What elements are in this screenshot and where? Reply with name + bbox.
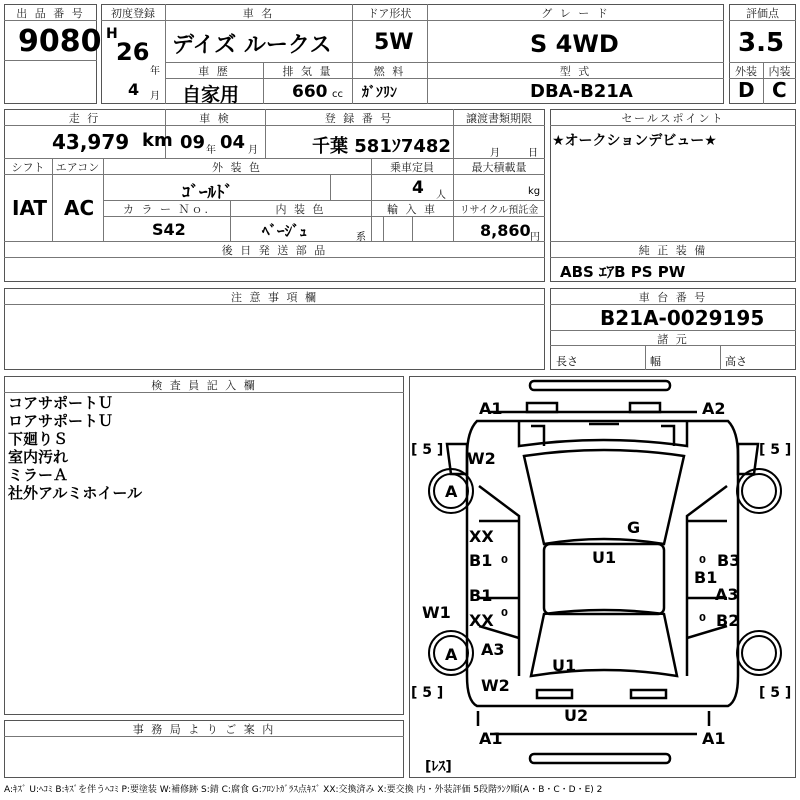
- ac: AC: [64, 196, 95, 220]
- diag-w1: W1: [422, 603, 451, 622]
- specs-caption: 諸 元: [657, 333, 689, 346]
- recycle-unit: 円: [530, 232, 540, 243]
- shift: IAT: [12, 196, 48, 220]
- ac-caption: エアコン: [55, 161, 100, 174]
- equipment: ABS ｴｱB PS PW: [560, 263, 686, 281]
- tire-a-bottom: A: [445, 645, 458, 664]
- diag-xx-bottom: XX: [469, 611, 494, 630]
- zero-mark: 0: [699, 613, 706, 624]
- spare-tire: [ﾚｽ]: [425, 759, 452, 775]
- lot-caption: 出 品 番 号: [16, 7, 85, 20]
- chassis-number: B21A-0029195: [600, 306, 765, 330]
- interior-grade: C: [772, 78, 787, 102]
- shift-caption: シフト: [11, 161, 45, 174]
- intcolor-caption: 内 装 色: [275, 203, 326, 216]
- diag-b1-left2: B1: [469, 586, 493, 605]
- import-caption: 輸 入 車: [387, 203, 437, 216]
- load-caption: 最大積載量: [471, 161, 527, 174]
- capacity: 4: [412, 178, 424, 198]
- interior-caption: 内装: [768, 65, 791, 78]
- equip-caption: 純 正 装 備: [638, 244, 708, 257]
- zero-mark: 0: [501, 608, 508, 619]
- transfer-month: 月: [490, 148, 500, 159]
- mileage-unit: km: [142, 130, 173, 151]
- inspection-year-unit: 年: [206, 145, 216, 156]
- tire-a-top: A: [445, 482, 458, 501]
- tire-rating-tr: [ 5 ]: [759, 442, 792, 458]
- car-name: デイズ ルークス: [172, 33, 332, 58]
- capacity-unit: 人: [436, 190, 446, 201]
- diag-tr: A2: [702, 399, 726, 418]
- month-unit: 月: [150, 91, 160, 102]
- diag-b1-left: B1: [469, 551, 493, 570]
- recycle-caption: リサイクル預託金: [459, 205, 539, 216]
- exterior-grade: D: [738, 78, 755, 102]
- color-number: S42: [152, 220, 186, 239]
- load-unit: kg: [528, 186, 541, 197]
- caution-caption: 注 意 事 項 欄: [231, 291, 318, 304]
- grade: S 4WD: [530, 30, 619, 58]
- exterior-caption: 外装: [735, 65, 757, 78]
- history: 自家用: [182, 84, 240, 106]
- zero-mark: 0: [699, 555, 706, 566]
- lot-number: 9080: [18, 24, 102, 59]
- score: 3.5: [738, 28, 785, 58]
- sales-point: ★オークションデビュー★: [552, 133, 717, 149]
- inspector-notes: [8, 394, 398, 502]
- transfer-day: 日: [528, 148, 538, 159]
- colorno-caption: カ ラ ー Ｎｏ.: [123, 203, 210, 216]
- car-name-caption: 車 名: [242, 7, 275, 20]
- inspector-note: 社外アルミホイール: [8, 484, 143, 502]
- diag-b3: B3: [717, 551, 741, 570]
- inspection-caption: 車 検: [199, 112, 231, 125]
- fuel-caption: 燃 料: [373, 65, 406, 78]
- tire-rating-br: [ 5 ]: [759, 685, 792, 701]
- interior-color: ﾍﾞｰｼﾞｭ: [262, 222, 308, 240]
- intcolor-unit: 系: [356, 232, 366, 243]
- fuel: ｶﾞｿﾘﾝ: [362, 85, 397, 101]
- recycle-fee: 8,860: [480, 221, 531, 240]
- diag-br: A1: [702, 729, 726, 748]
- inspection-month-unit: 月: [248, 145, 258, 156]
- displacement-caption: 排 気 量: [282, 65, 333, 78]
- car-diagram: [409, 376, 796, 778]
- diag-a3-left: A3: [481, 640, 505, 659]
- transfer-caption: 譲渡書類期限: [466, 112, 532, 125]
- model: DBA-B21A: [530, 81, 633, 102]
- diag-u1-bottom: U1: [552, 656, 577, 675]
- spec-width: 幅: [650, 355, 661, 368]
- mileage: 43,979: [52, 130, 130, 154]
- inspector-note: 室内汚れ: [8, 448, 69, 466]
- legend-footer: A:ｷｽﾞ U:ﾍｺﾐ B:ｷｽﾞを伴うﾍｺﾐ P:要塗装 W:補修跡 S:錆 C:腐食 G:ﾌﾛﾝﾄｶﾞﾗｽ点ｷｽﾞ XX:交換済み X:要交換 内・外装評価 5段階ﾗﾝｸ順(A・B・C・D・E) 2: [4, 785, 603, 795]
- inspector-note: コアサポートＵ: [8, 394, 114, 412]
- diag-b1-right: B1: [694, 568, 718, 587]
- zero-mark: 0: [501, 555, 508, 566]
- first-reg-month: 4: [128, 80, 140, 99]
- mileage-caption: 走 行: [68, 112, 101, 125]
- inspector-caption: 検 査 員 記 入 欄: [151, 379, 257, 392]
- model-caption: 型 式: [559, 65, 592, 78]
- sales-caption: セールスポイント: [621, 112, 725, 125]
- year-unit: 年: [150, 66, 160, 77]
- inspector-note: ロアサポートＵ: [8, 412, 114, 430]
- score-caption: 評価点: [746, 7, 779, 20]
- later-parts-caption: 後 日 発 送 部 品: [221, 244, 328, 257]
- inspector-note: 下廻りＳ: [8, 430, 69, 448]
- inspection-month: 04: [220, 132, 246, 153]
- diag-u1-center: U1: [592, 548, 617, 567]
- inspector-note: ミラーＡ: [8, 466, 69, 484]
- history-caption: 車 歴: [198, 65, 230, 78]
- plate-caption: 登 録 番 号: [324, 112, 394, 125]
- spec-height: 高さ: [725, 355, 747, 368]
- diag-bl: A1: [479, 729, 503, 748]
- displacement-unit: cc: [332, 89, 343, 100]
- exterior-color: ｺﾞｰﾙﾄﾞ: [182, 183, 233, 203]
- diag-u2: U2: [564, 706, 589, 725]
- first-reg-caption: 初度登録: [111, 7, 155, 20]
- inspection-year: 09: [180, 132, 206, 153]
- diag-w2-top: W2: [467, 449, 496, 468]
- chassis-caption: 車 台 番 号: [638, 291, 708, 304]
- diag-b2: B2: [716, 611, 740, 630]
- capacity-caption: 乗車定員: [390, 161, 434, 174]
- color-caption: 外 装 色: [212, 161, 262, 174]
- spec-length: 長さ: [556, 355, 578, 368]
- office-caption: 事 務 局 よ り ご 案 内: [132, 723, 276, 736]
- diag-w2-bottom: W2: [481, 676, 510, 695]
- first-reg-year: 26: [116, 38, 150, 66]
- plate-number: 千葉 581ｿ7482: [312, 136, 451, 157]
- diag-a3-right: A3: [715, 585, 739, 604]
- door-type: 5W: [374, 30, 414, 55]
- grade-caption: グ レ ー ド: [541, 7, 610, 20]
- tire-rating-bl: [ 5 ]: [411, 685, 444, 701]
- diag-xx-top: XX: [469, 527, 494, 546]
- door-caption: ドア形状: [367, 7, 412, 20]
- diag-g: G: [627, 518, 641, 537]
- era: H: [106, 26, 118, 42]
- tire-rating-tl: [ 5 ]: [411, 442, 444, 458]
- displacement: 660: [292, 82, 328, 102]
- diag-tl: A1: [479, 399, 503, 418]
